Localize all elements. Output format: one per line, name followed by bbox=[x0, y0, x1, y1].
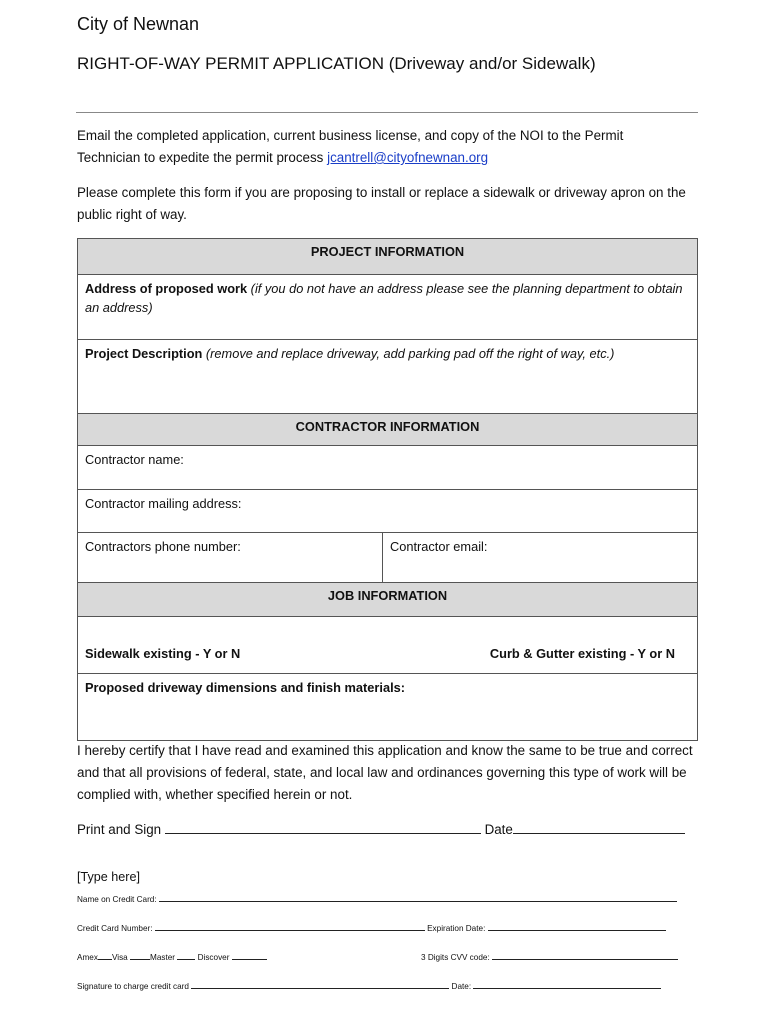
card-name-label: Name on Credit Card: bbox=[77, 895, 157, 904]
contractor-mailing-label: Contractor mailing address: bbox=[85, 496, 242, 511]
email-link[interactable]: jcantrell@cityofnewnan.org bbox=[327, 150, 489, 165]
contractor-contact-row bbox=[78, 533, 697, 583]
expiration-label: Expiration Date: bbox=[424, 924, 486, 933]
divider bbox=[76, 112, 698, 113]
card-type-line bbox=[77, 948, 267, 962]
contractor-phone-label: Contractors phone number: bbox=[85, 539, 241, 554]
date-label: Date bbox=[480, 822, 513, 837]
card-number-input[interactable] bbox=[155, 919, 425, 931]
type-here-placeholder: [Type here] bbox=[77, 870, 141, 884]
contractor-phone-field[interactable] bbox=[78, 533, 383, 582]
intro-line-2 bbox=[77, 147, 697, 169]
master-label: Master bbox=[150, 953, 176, 962]
intro-line-2-text: Technician to expedite the permit process bbox=[77, 150, 328, 165]
card-signature-input[interactable] bbox=[191, 977, 449, 989]
contractor-mailing-field[interactable] bbox=[78, 490, 697, 533]
sidewalk-existing-field[interactable]: Sidewalk existing - Y or N bbox=[85, 646, 241, 661]
contractor-email-field[interactable] bbox=[383, 533, 697, 582]
card-name-input[interactable] bbox=[159, 890, 677, 902]
address-field[interactable] bbox=[78, 275, 697, 340]
driveway-dimensions-field[interactable] bbox=[78, 674, 697, 740]
print-sign-label: Print and Sign bbox=[77, 822, 165, 837]
signature-line bbox=[77, 820, 685, 837]
card-signature-label: Signature to charge credit card bbox=[77, 982, 189, 991]
cvv-input[interactable] bbox=[492, 948, 678, 960]
intro-line-1: Email the completed application, current business license, and copy of the NOI to the Permit bbox=[77, 128, 624, 143]
project-description-note: (remove and replace driveway, add parking pad off the right of way, etc.) bbox=[202, 346, 615, 361]
intro-paragraph bbox=[77, 125, 697, 169]
cvv-line bbox=[421, 948, 678, 962]
contractor-info-header: CONTRACTOR INFORMATION bbox=[78, 414, 697, 446]
card-date-input[interactable] bbox=[473, 977, 661, 989]
card-date-label: Date: bbox=[449, 982, 472, 991]
driveway-dimensions-label: Proposed driveway dimensions and finish materials: bbox=[85, 680, 406, 695]
project-description-field[interactable] bbox=[78, 340, 697, 414]
project-info-header: PROJECT INFORMATION bbox=[78, 239, 697, 275]
print-sign-input[interactable] bbox=[165, 820, 481, 834]
form-title: RIGHT-OF-WAY PERMIT APPLICATION (Driveway and/or Sidewalk) bbox=[77, 54, 596, 73]
job-info-header: JOB INFORMATION bbox=[78, 583, 697, 617]
expiration-input[interactable] bbox=[488, 919, 666, 931]
master-input[interactable] bbox=[177, 948, 195, 960]
project-description-label: Project Description bbox=[85, 346, 203, 361]
discover-input[interactable] bbox=[232, 948, 267, 960]
discover-label: Discover bbox=[197, 953, 230, 962]
contractor-name-label: Contractor name: bbox=[85, 452, 184, 467]
amex-label: Amex bbox=[77, 953, 98, 962]
visa-label: Visa bbox=[111, 953, 128, 962]
card-number-label: Credit Card Number: bbox=[77, 924, 153, 933]
instructions-paragraph: Please complete this form if you are proposing to install or replace a sidewalk or driveway apron on the public right of way. bbox=[77, 185, 686, 222]
existing-conditions-row bbox=[78, 617, 697, 674]
certification-statement: I hereby certify that I have read and examined this application and know the same to be true and correct and that all provisions of federal, state, and local law and ordinances governing this type of work will be complied with, whether specified herein or not. bbox=[77, 743, 693, 802]
address-label: Address of proposed work bbox=[85, 281, 248, 296]
card-name-line bbox=[77, 890, 677, 904]
contractor-name-field[interactable] bbox=[78, 446, 697, 490]
card-number-line bbox=[77, 919, 666, 933]
date-input[interactable] bbox=[513, 820, 685, 834]
curb-gutter-existing-field[interactable]: Curb & Gutter existing - Y or N bbox=[489, 646, 675, 661]
card-signature-line bbox=[77, 977, 661, 991]
contractor-email-label: Contractor email: bbox=[390, 539, 488, 554]
amex-input[interactable] bbox=[98, 948, 112, 960]
cvv-label: 3 Digits CVV code: bbox=[421, 953, 490, 962]
application-table bbox=[77, 238, 698, 741]
city-name: City of Newnan bbox=[77, 14, 200, 34]
visa-input[interactable] bbox=[130, 948, 150, 960]
address-note: (if you do not have an address please see the planning department to obtain an address) bbox=[85, 281, 683, 315]
